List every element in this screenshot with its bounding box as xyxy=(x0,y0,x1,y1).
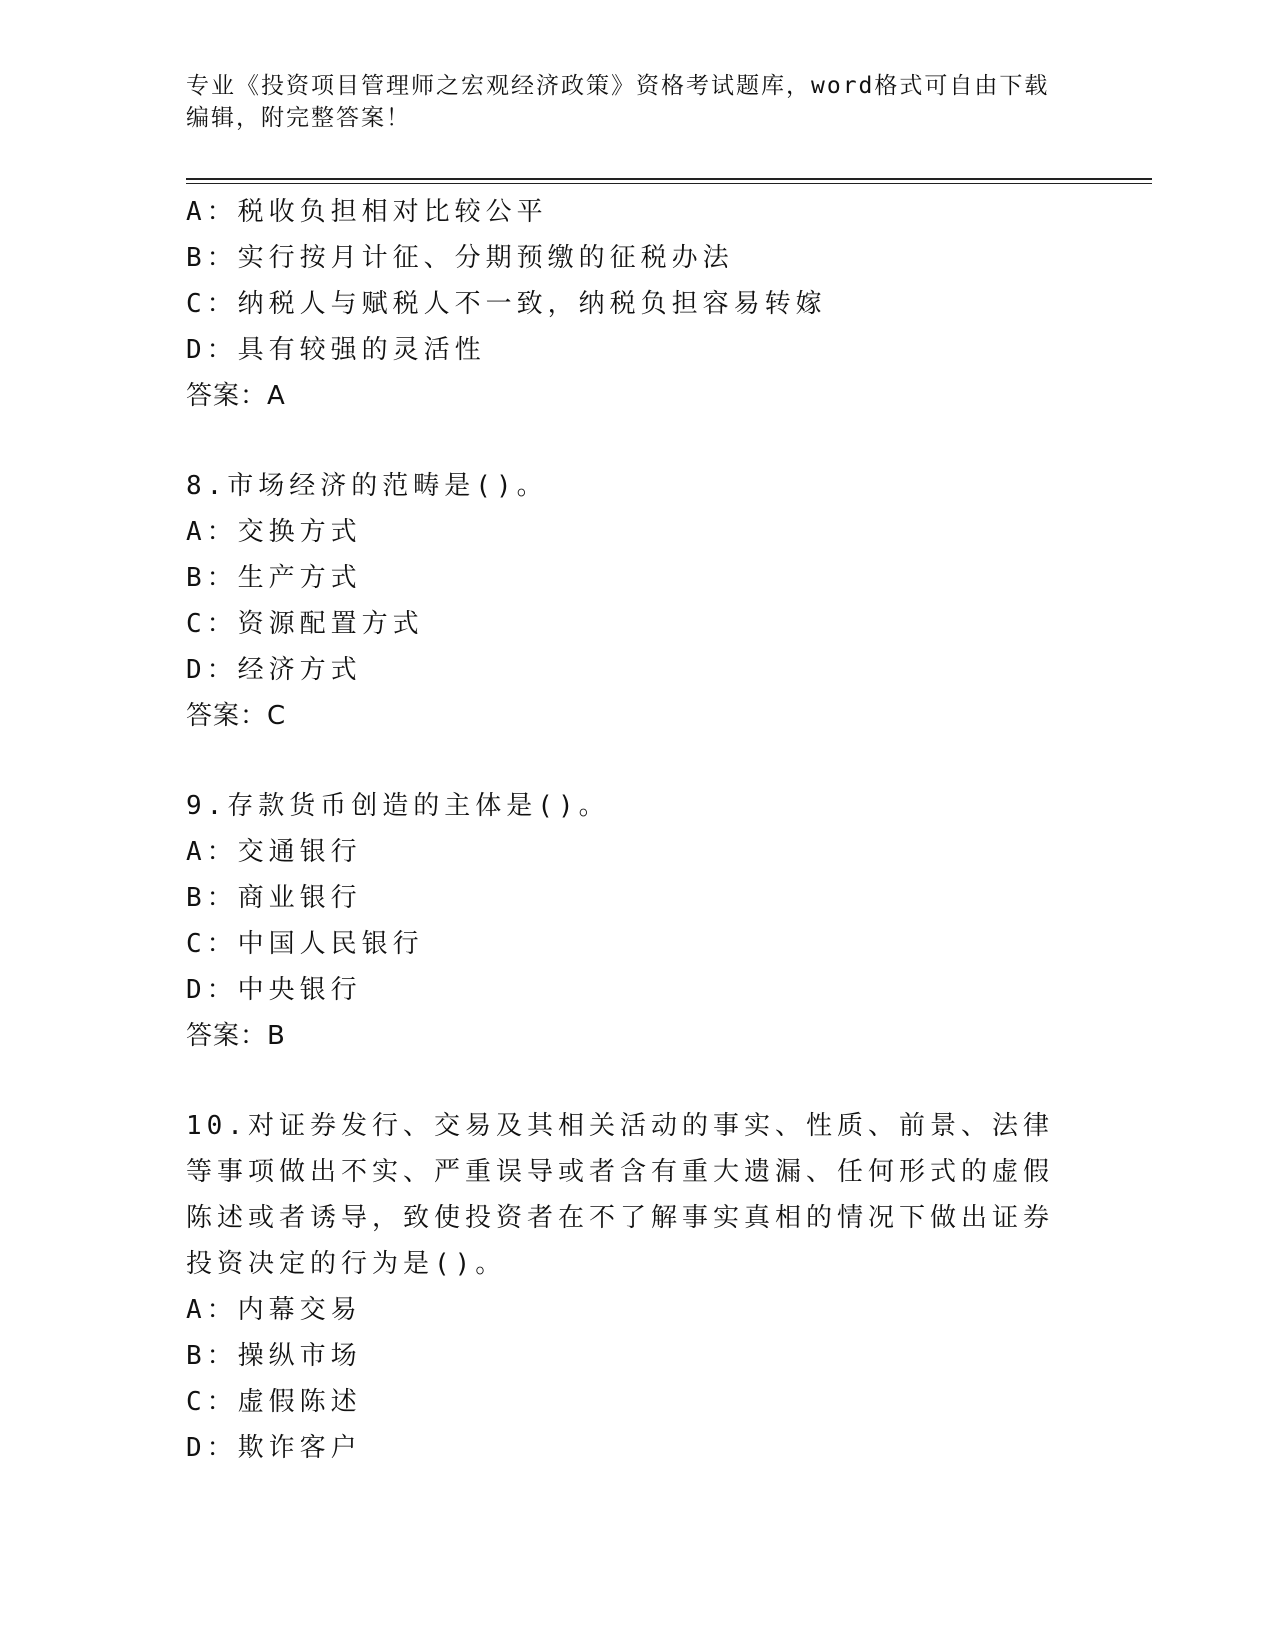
option-b: B：操纵市场 xyxy=(186,1341,362,1371)
option-c: C：中国人民银行 xyxy=(186,929,424,959)
option-b: B：生产方式 xyxy=(186,563,362,593)
option-d: D：欺诈客户 xyxy=(186,1433,362,1463)
header-rule-thick xyxy=(186,178,1152,180)
answer-line: 答案：A xyxy=(186,381,286,411)
question-7 xyxy=(186,189,1086,419)
answer-line: 答案：C xyxy=(186,701,287,731)
option-a: A：交通银行 xyxy=(186,837,362,867)
question-stem: 8.市场经济的范畴是()。 xyxy=(186,471,548,501)
question-9 xyxy=(186,783,1086,1059)
option-c: C：资源配置方式 xyxy=(186,609,424,639)
option-c: C：纳税人与赋税人不一致，纳税负担容易转嫁 xyxy=(186,289,827,319)
question-stem: 10.对证券发行、交易及其相关活动的事实、性质、前景、法律等事项做出不实、严重误导或者含有重大遗漏、任何形式的虚假陈述或者诱导，致使投资者在不了解事实真相的情况下做出证券投资决定的行为是()。 xyxy=(186,1111,1055,1279)
question-stem: 9.存款货币创造的主体是()。 xyxy=(186,791,610,821)
option-c: C：虚假陈述 xyxy=(186,1387,362,1417)
option-a: A：内幕交易 xyxy=(186,1295,362,1325)
option-b: B：实行按月计征、分期预缴的征税办法 xyxy=(186,243,734,273)
question-8 xyxy=(186,463,1086,739)
option-d: D：经济方式 xyxy=(186,655,362,685)
question-10 xyxy=(186,1103,1086,1471)
option-b: B：商业银行 xyxy=(186,883,362,913)
answer-line: 答案：B xyxy=(186,1021,286,1051)
document-header: 专业《投资项目管理师之宏观经济政策》资格考试题库，word格式可自由下载编辑，附完整答案！ xyxy=(186,73,1050,131)
option-a: A：税收负担相对比较公平 xyxy=(186,197,548,227)
option-d: D：具有较强的灵活性 xyxy=(186,335,486,365)
option-a: A：交换方式 xyxy=(186,517,362,547)
option-d: D：中央银行 xyxy=(186,975,362,1005)
header-rule-thin xyxy=(186,183,1152,184)
question-list xyxy=(186,189,1086,1471)
